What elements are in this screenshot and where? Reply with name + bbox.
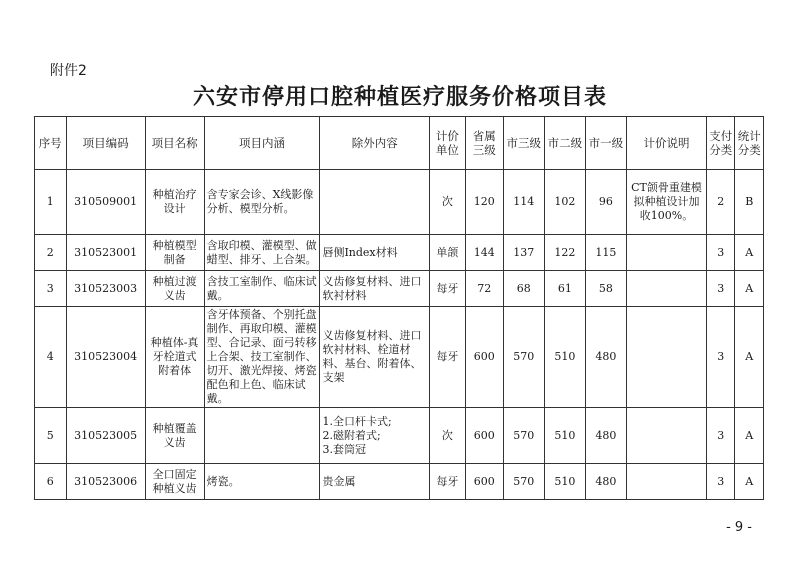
cell-code: 310509001 xyxy=(66,170,145,235)
table-row xyxy=(35,170,764,235)
cell-city2: 122 xyxy=(544,235,585,271)
header-stat: 统计分类 xyxy=(735,117,764,170)
header-payment: 支付分类 xyxy=(707,117,735,170)
cell-city1: 480 xyxy=(585,307,626,408)
cell-note xyxy=(626,235,706,271)
cell-city3: 570 xyxy=(503,408,544,464)
cell-name: 种植模型制备 xyxy=(145,235,204,271)
cell-code: 310523004 xyxy=(66,307,145,408)
cell-content: 含牙体预备、个别托盘制作、再取印模、灌模型、合记录、面弓转移上合架、技工室制作、切开、激光焊接、烤瓷配色和上色、临床试戴。 xyxy=(204,307,320,408)
cell-stat: A xyxy=(735,235,764,271)
cell-city1: 480 xyxy=(585,464,626,500)
page-number: - 9 - xyxy=(726,520,752,535)
cell-stat: A xyxy=(735,464,764,500)
cell-seq: 4 xyxy=(35,307,67,408)
cell-city2: 61 xyxy=(544,271,585,307)
cell-unit: 每牙 xyxy=(430,307,466,408)
cell-name: 种植覆盖义齿 xyxy=(145,408,204,464)
cell-excluded: 唇侧Index材料 xyxy=(320,235,430,271)
cell-payment: 2 xyxy=(707,170,735,235)
excluded-line: 1.全口杆卡式; xyxy=(322,414,392,428)
cell-city1: 115 xyxy=(585,235,626,271)
header-note: 计价说明 xyxy=(626,117,706,170)
cell-name: 种植治疗设计 xyxy=(145,170,204,235)
cell-province: 144 xyxy=(465,235,503,271)
cell-stat: A xyxy=(735,408,764,464)
cell-seq: 2 xyxy=(35,235,67,271)
cell-content: 含专家会诊、X线影像分析、模型分析。 xyxy=(204,170,320,235)
cell-stat: A xyxy=(735,271,764,307)
cell-payment: 3 xyxy=(707,235,735,271)
document-title: 六安市停用口腔种植医疗服务价格项目表 xyxy=(192,84,607,110)
cell-city3: 570 xyxy=(503,307,544,408)
cell-stat: B xyxy=(735,170,764,235)
cell-stat: A xyxy=(735,307,764,408)
cell-excluded xyxy=(320,408,430,464)
cell-note xyxy=(626,464,706,500)
cell-unit: 单颌 xyxy=(430,235,466,271)
cell-content: 烤瓷。 xyxy=(204,464,320,500)
cell-seq: 1 xyxy=(35,170,67,235)
cell-province: 600 xyxy=(465,408,503,464)
cell-seq: 6 xyxy=(35,464,67,500)
cell-unit: 次 xyxy=(430,170,466,235)
header-city2: 市二级 xyxy=(544,117,585,170)
cell-city2: 102 xyxy=(544,170,585,235)
cell-city3: 570 xyxy=(503,464,544,500)
header-unit: 计价单位 xyxy=(430,117,466,170)
cell-seq: 5 xyxy=(35,408,67,464)
cell-content: 含技工室制作、临床试戴。 xyxy=(204,271,320,307)
cell-city1: 58 xyxy=(585,271,626,307)
cell-name: 种植过渡义齿 xyxy=(145,271,204,307)
cell-name: 种植体-真牙栓道式附着体 xyxy=(145,307,204,408)
table-header-row xyxy=(35,117,764,170)
header-seq: 序号 xyxy=(35,117,67,170)
attachment-label: 附件2 xyxy=(50,63,87,79)
cell-content: 含取印模、灌模型、做蜡型、排牙、上合架。 xyxy=(204,235,320,271)
cell-city2: 510 xyxy=(544,307,585,408)
cell-code: 310523003 xyxy=(66,271,145,307)
header-province: 省属三级 xyxy=(465,117,503,170)
cell-city3: 114 xyxy=(503,170,544,235)
cell-province: 120 xyxy=(465,170,503,235)
cell-content xyxy=(204,408,320,464)
header-city3: 市三级 xyxy=(503,117,544,170)
header-city1: 市一级 xyxy=(585,117,626,170)
cell-payment: 3 xyxy=(707,307,735,408)
table-row xyxy=(35,408,764,464)
cell-code: 310523005 xyxy=(66,408,145,464)
cell-province: 600 xyxy=(465,307,503,408)
cell-unit: 每牙 xyxy=(430,271,466,307)
cell-note xyxy=(626,271,706,307)
excluded-line: 2.磁附着式; xyxy=(322,428,381,442)
header-excluded: 除外内容 xyxy=(320,117,430,170)
header-name: 项目名称 xyxy=(145,117,204,170)
cell-province: 72 xyxy=(465,271,503,307)
cell-seq: 3 xyxy=(35,271,67,307)
price-table xyxy=(34,116,764,500)
table-row xyxy=(35,464,764,500)
cell-excluded: 义齿修复材料、进口软衬材料、栓道材料、基台、附着体、支架 xyxy=(320,307,430,408)
header-code: 项目编码 xyxy=(66,117,145,170)
cell-city3: 68 xyxy=(503,271,544,307)
cell-city2: 510 xyxy=(544,408,585,464)
cell-payment: 3 xyxy=(707,408,735,464)
cell-city1: 96 xyxy=(585,170,626,235)
cell-province: 600 xyxy=(465,464,503,500)
cell-payment: 3 xyxy=(707,271,735,307)
cell-city1: 480 xyxy=(585,408,626,464)
cell-code: 310523001 xyxy=(66,235,145,271)
header-content: 项目内涵 xyxy=(204,117,320,170)
cell-excluded: 义齿修复材料、进口软衬材料 xyxy=(320,271,430,307)
cell-unit: 每牙 xyxy=(430,464,466,500)
cell-unit: 次 xyxy=(430,408,466,464)
cell-payment: 3 xyxy=(707,464,735,500)
table-row xyxy=(35,307,764,408)
cell-note xyxy=(626,307,706,408)
table-row xyxy=(35,271,764,307)
cell-city2: 510 xyxy=(544,464,585,500)
cell-note xyxy=(626,408,706,464)
cell-city3: 137 xyxy=(503,235,544,271)
cell-excluded: 贵金属 xyxy=(320,464,430,500)
cell-name: 全口固定种植义齿 xyxy=(145,464,204,500)
cell-code: 310523006 xyxy=(66,464,145,500)
excluded-line: 3.套筒冠 xyxy=(322,442,366,456)
cell-note: CT颌骨重建模拟种植设计加收100%。 xyxy=(626,170,706,235)
cell-excluded xyxy=(320,170,430,235)
table-row xyxy=(35,235,764,271)
